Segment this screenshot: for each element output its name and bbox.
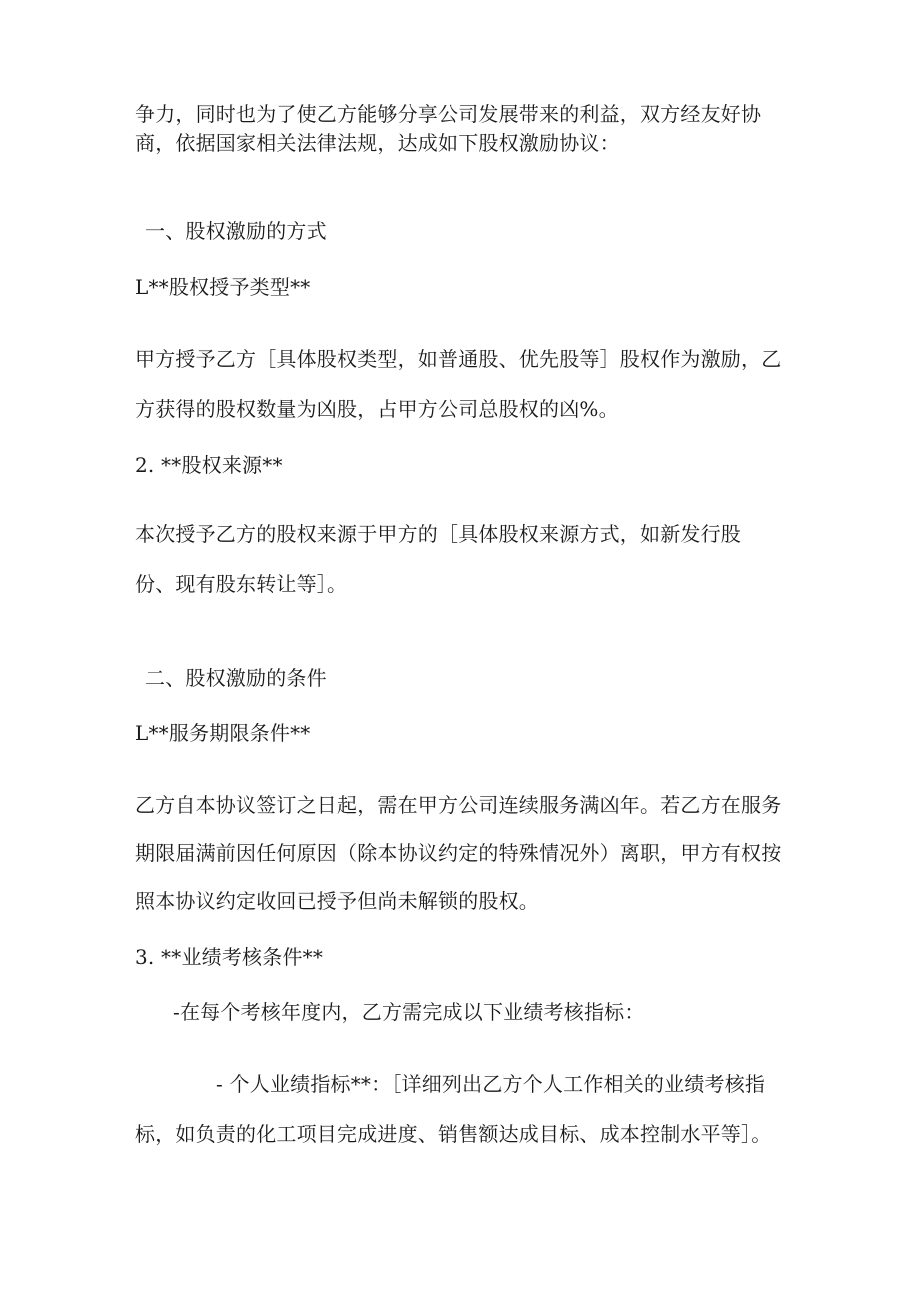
item-1-heading: L**股权授予类型** <box>135 275 311 299</box>
item-3-body-line-1: 乙方自本协议签订之日起，需在甲方公司连续服务满凶年。若乙方在服务 <box>135 793 782 817</box>
item-4-sub-2-line-1: - 个人业绩指标**：［详细列出乙方个人工作相关的业绩考核指 <box>216 1072 766 1096</box>
intro-line-1: 争力，同时也为了使乙方能够分享公司发展带来的利益，双方经友好协 <box>135 102 762 126</box>
item-1-body-line-2: 方获得的股权数量为凶股，占甲方公司总股权的凶%。 <box>135 397 619 421</box>
section-1-heading: 一、股权激励的方式 <box>145 219 327 243</box>
intro-line-2: 商，依据国家相关法律法规，达成如下股权激励协议： <box>135 131 620 155</box>
item-4-heading: 3. **业绩考核条件** <box>135 945 324 969</box>
item-3-body-line-3: 照本协议约定收回已授予但尚未解锁的股权。 <box>135 889 539 913</box>
item-2-body-line-1: 本次授予乙方的股权来源于甲方的［具体股权来源方式，如新发行股 <box>135 522 741 546</box>
item-4-sub-1: -在每个考核年度内，乙方需完成以下业绩考核指标： <box>173 1000 645 1024</box>
section-2-heading: 二、股权激励的条件 <box>145 666 327 690</box>
item-3-body-line-2: 期限届满前因任何原因（除本协议约定的特殊情况外）离职，甲方有权按 <box>135 841 782 865</box>
item-1-body-line-1: 甲方授予乙方［具体股权类型，如普通股、优先股等］股权作为激励，乙 <box>135 347 782 371</box>
item-4-sub-2-line-2: 标，如负责的化工项目完成进度、销售额达成目标、成本控制水平等］。 <box>135 1122 772 1146</box>
item-2-body-line-2: 份、现有股东转让等］。 <box>135 572 348 596</box>
item-3-heading: L**服务期限条件** <box>135 721 311 745</box>
item-2-heading: 2. **股权来源** <box>135 453 283 477</box>
